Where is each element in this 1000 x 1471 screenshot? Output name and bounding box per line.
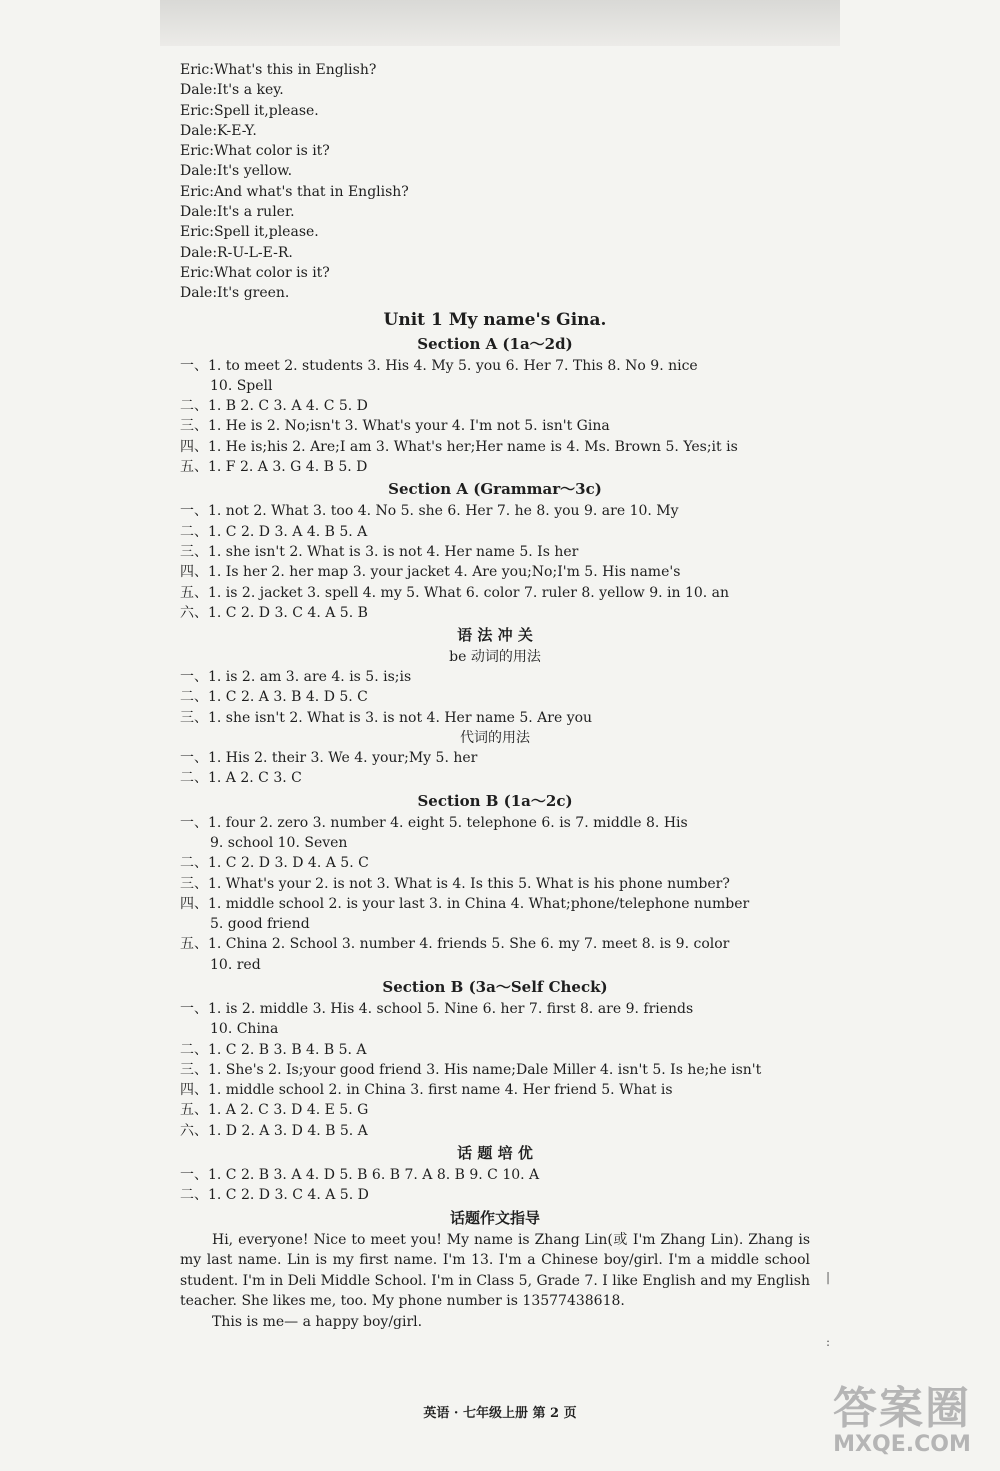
section-heading: 语 法 冲 关 [457, 626, 533, 645]
answer-line: 四、1. Is her 2. her map 3. your jacket 4. Are you;No;I'm 5. His name's [180, 564, 681, 581]
answer-line: 5. good friend [210, 916, 310, 933]
answer-line: 六、1. D 2. A 3. D 4. B 5. A [180, 1122, 368, 1139]
answer-line: 一、1. four 2. zero 3. number 4. eight 5. telephone 6. is 7. middle 8. His [180, 814, 688, 831]
dialogue-line: Dale:It's green. [180, 285, 290, 302]
section-a-1a-2d [180, 332, 810, 478]
answer-line: 10. China [210, 1021, 279, 1038]
answer-line: 9. school 10. Seven [210, 834, 348, 851]
answer-line: 六、1. C 2. D 3. C 4. A 5. B [180, 604, 368, 621]
dialogue-line: Eric:What color is it? [180, 143, 330, 160]
section-heading: Section B (3a～Self Check) [382, 977, 608, 996]
dialogue-line: Dale:It's a key. [180, 82, 284, 99]
answer-line: 四、1. middle school 2. is your last 3. in China 4. What;phone/telephone number [180, 895, 750, 912]
answer-line: 一、1. C 2. B 3. A 4. D 5. B 6. B 7. A 8. B 9. C 10. A [180, 1167, 540, 1184]
page-footer: 英语 · 七年级上册 第 2 页 [423, 1406, 577, 1421]
section-heading: Section A (1a～2d) [417, 334, 573, 353]
answer-line: 四、1. He is;his 2. Are;I am 3. What's her;Her name is 4. Ms. Brown 5. Yes;it is [180, 438, 738, 455]
edge-mark: : [826, 1335, 831, 1349]
answer-line: 三、1. she isn't 2. What is 3. is not 4. Her name 5. Is her [180, 543, 579, 560]
answer-line: 五、1. F 2. A 3. G 4. B 5. D [180, 459, 368, 476]
watermark-text: 答案圈 [833, 1383, 971, 1434]
dialogue-line: Eric:What's this in English? [180, 62, 377, 78]
dialogue-line: Eric:What color is it? [180, 264, 330, 281]
section-b-1a-2c [180, 789, 810, 975]
answer-line: 五、1. is 2. jacket 3. spell 4. my 5. What 6. color 7. ruler 8. yellow 9. in 10. an [180, 584, 730, 601]
answer-line: 三、1. she isn't 2. What is 3. is not 4. Her name 5. Are you [180, 709, 593, 726]
answer-line: 10. red [210, 956, 261, 973]
answer-line: 二、1. C 2. D 3. C 4. A 5. D [180, 1187, 369, 1204]
section-heading: Section A (Grammar～3c) [388, 480, 602, 499]
dialogue-block [180, 60, 810, 304]
writing-block [180, 1206, 810, 1333]
unit-title: Unit 1 My name's Gina. [383, 309, 607, 330]
answer-line: 三、1. He is 2. No;isn't 3. What's your 4. I'm not 5. isn't Gina [180, 418, 610, 435]
dialogue-line: Dale:R-U-L-E-R. [180, 244, 293, 261]
section-b-3a-self-check [180, 975, 810, 1141]
answer-line: 一、1. to meet 2. students 3. His 4. My 5. you 6. Her 7. This 8. No 9. nice [180, 357, 698, 374]
answer-line: 三、1. She's 2. Is;your good friend 3. His name;Dale Miller 4. isn't 5. Is he;he isn't [180, 1061, 762, 1078]
topic-block [180, 1141, 810, 1206]
dialogue-line: Eric:Spell it,please. [180, 102, 319, 119]
answer-line: 二、1. C 2. D 3. A 4. B 5. A [180, 523, 368, 540]
section-heading: 话 题 培 优 [457, 1144, 533, 1163]
answer-line: 一、1. His 2. their 3. We 4. your;My 5. her [180, 750, 478, 767]
dialogue-line: Eric:And what's that in English? [180, 183, 409, 200]
section-heading: 话题作文指导 [449, 1208, 540, 1227]
essay-paragraph: Hi, everyone! Nice to meet you! My name is Zhang Lin(或 I'm Zhang Lin). Zhang is my last name. Lin is my first name. I'm 13. I'm a Chinese boy/girl. I'm a middle school student. I'm in Deli Middle School. I'm in Class 5, Grade 7. I like English and my English teacher. She likes me, too. My phone number is 13577438618. [180, 1231, 810, 1310]
answer-line: 五、1. A 2. C 3. D 4. E 5. G [180, 1102, 369, 1119]
watermark-logo [812, 1385, 992, 1457]
answer-page [180, 60, 810, 1332]
dialogue-line: Dale:It's yellow. [180, 163, 293, 180]
answer-line: 一、1. is 2. am 3. are 4. is 5. is;is [180, 669, 412, 686]
answer-line: 三、1. What's your 2. is not 3. What is 4. Is this 5. What is his phone number? [180, 875, 730, 892]
answer-line: 二、1. C 2. D 3. D 4. A 5. C [180, 855, 369, 872]
section-a-grammar-3c [180, 477, 810, 623]
essay-closing: This is me— a happy boy/girl. [212, 1313, 423, 1330]
answer-line: 二、1. C 2. B 3. B 4. B 5. A [180, 1041, 367, 1058]
watermark-url: MXQE.COM [833, 1432, 971, 1457]
answer-line: 二、1. C 2. A 3. B 4. D 5. C [180, 689, 368, 706]
answer-line: 10. Spell [210, 377, 273, 394]
dialogue-line: Dale:It's a ruler. [180, 204, 295, 221]
grammar-block [180, 623, 810, 788]
answer-line: 五、1. China 2. School 3. number 4. friends 5. She 6. my 7. meet 8. is 9. color [180, 936, 730, 953]
answer-line: 一、1. not 2. What 3. too 4. No 5. she 6. Her 7. he 8. you 9. are 10. My [180, 503, 679, 520]
answer-line: 一、1. is 2. middle 3. His 4. school 5. Nine 6. her 7. first 8. are 9. friends [180, 1000, 694, 1017]
subheading: 代词的用法 [460, 730, 530, 747]
dialogue-line: Dale:K-E-Y. [180, 122, 257, 139]
answer-line: 四、1. middle school 2. in China 3. first name 4. Her friend 5. What is [180, 1082, 673, 1099]
top-scan-band [160, 0, 840, 46]
answer-line: 二、1. A 2. C 3. C [180, 770, 302, 787]
answer-line: 二、1. B 2. C 3. A 4. C 5. D [180, 398, 368, 415]
edge-mark: | [826, 1270, 831, 1284]
subheading: be 动词的用法 [449, 649, 541, 666]
section-heading: Section B (1a～2c) [417, 791, 573, 810]
dialogue-line: Eric:Spell it,please. [180, 224, 319, 241]
